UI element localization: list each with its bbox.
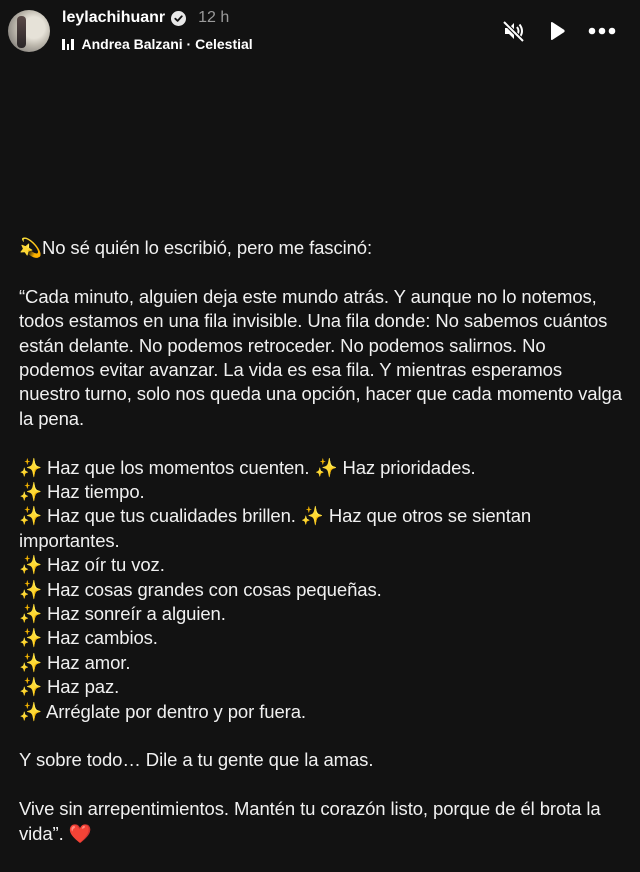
verified-badge-icon bbox=[171, 11, 186, 26]
list-item: ✨ Haz oír tu voz. bbox=[19, 554, 165, 576]
speaker-muted-icon bbox=[502, 20, 526, 42]
list-item: ✨ Haz que tus cualidades brillen. ✨ Haz que otros se sientan importantes. bbox=[19, 505, 532, 551]
play-icon bbox=[548, 21, 566, 41]
post-time: 12 h bbox=[198, 9, 230, 26]
music-song: Celestial bbox=[195, 36, 253, 52]
play-button[interactable] bbox=[548, 21, 566, 41]
closing-line-1: Y sobre todo… Dile a tu gente que la amas. bbox=[19, 749, 374, 771]
story-header bbox=[0, 0, 640, 62]
sparkles-icon: ✨ bbox=[300, 505, 324, 527]
list-item: ✨ Haz cosas grandes con cosas pequeñas. bbox=[19, 578, 382, 600]
sparkles-icon: ✨ bbox=[19, 554, 42, 576]
intro-line: 💫No sé quién lo escribió, pero me fascinó: bbox=[19, 237, 373, 258]
username[interactable]: leylachihuanr bbox=[62, 9, 166, 26]
closing-line-2: Vive sin arrepentimientos. Mantén tu corazón listo, porque de él brota la vida”. ❤️ bbox=[19, 798, 601, 844]
list-item: ✨ Haz cambios. bbox=[19, 627, 158, 649]
red-heart-icon: ❤️ bbox=[68, 822, 92, 844]
sparkles-icon: ✨ bbox=[19, 651, 42, 673]
music-artist: Andrea Balzani bbox=[81, 36, 183, 52]
music-separator: · bbox=[186, 36, 192, 52]
sparkles-icon: ✨ bbox=[19, 481, 42, 503]
username-row bbox=[62, 9, 229, 27]
story-text bbox=[19, 236, 624, 846]
list-item: ✨ Haz sonreír a alguien. bbox=[19, 603, 226, 625]
list-item: ✨ Haz amor. bbox=[19, 651, 131, 673]
list-item: ✨ Haz que los momentos cuenten. ✨ Haz prioridades. bbox=[19, 456, 476, 478]
sparkles-icon: ✨ bbox=[19, 676, 42, 698]
sparkles-icon: ✨ bbox=[19, 505, 42, 527]
music-bars-icon bbox=[62, 38, 74, 50]
list-item: ✨ Haz paz. bbox=[19, 676, 120, 698]
music-info[interactable] bbox=[62, 36, 253, 52]
sparkles-icon: ✨ bbox=[19, 700, 42, 722]
sparkles-icon: ✨ bbox=[314, 456, 338, 478]
more-options-icon bbox=[588, 27, 616, 35]
story-controls bbox=[502, 20, 616, 42]
list-item: ✨ Haz tiempo. bbox=[19, 481, 145, 503]
sparkles-icon: ✨ bbox=[19, 627, 42, 649]
quote-paragraph: “Cada minuto, alguien deja este mundo atrás. Y aunque no lo notemos, todos estamos en una fila invisible. Una fila donde: No sabemos cuántos están delante. No podemos retroceder. No podemos salirnos. No podemos evitar avanzar. La vida es esa fila. Y mientras esperamos nuestro turno, solo nos queda una opción, hacer que cada momento valga la pena. bbox=[19, 285, 622, 429]
list-item: ✨ Arréglate por dentro y por fuera. bbox=[19, 700, 306, 722]
mute-button[interactable] bbox=[502, 20, 526, 42]
avatar[interactable] bbox=[8, 10, 50, 52]
more-options-button[interactable] bbox=[588, 27, 616, 35]
sparkles-icon: ✨ bbox=[19, 603, 42, 625]
sparkles-icon: ✨ bbox=[19, 456, 42, 478]
dizzy-star-icon: 💫 bbox=[19, 237, 42, 258]
sparkles-icon: ✨ bbox=[19, 578, 42, 600]
